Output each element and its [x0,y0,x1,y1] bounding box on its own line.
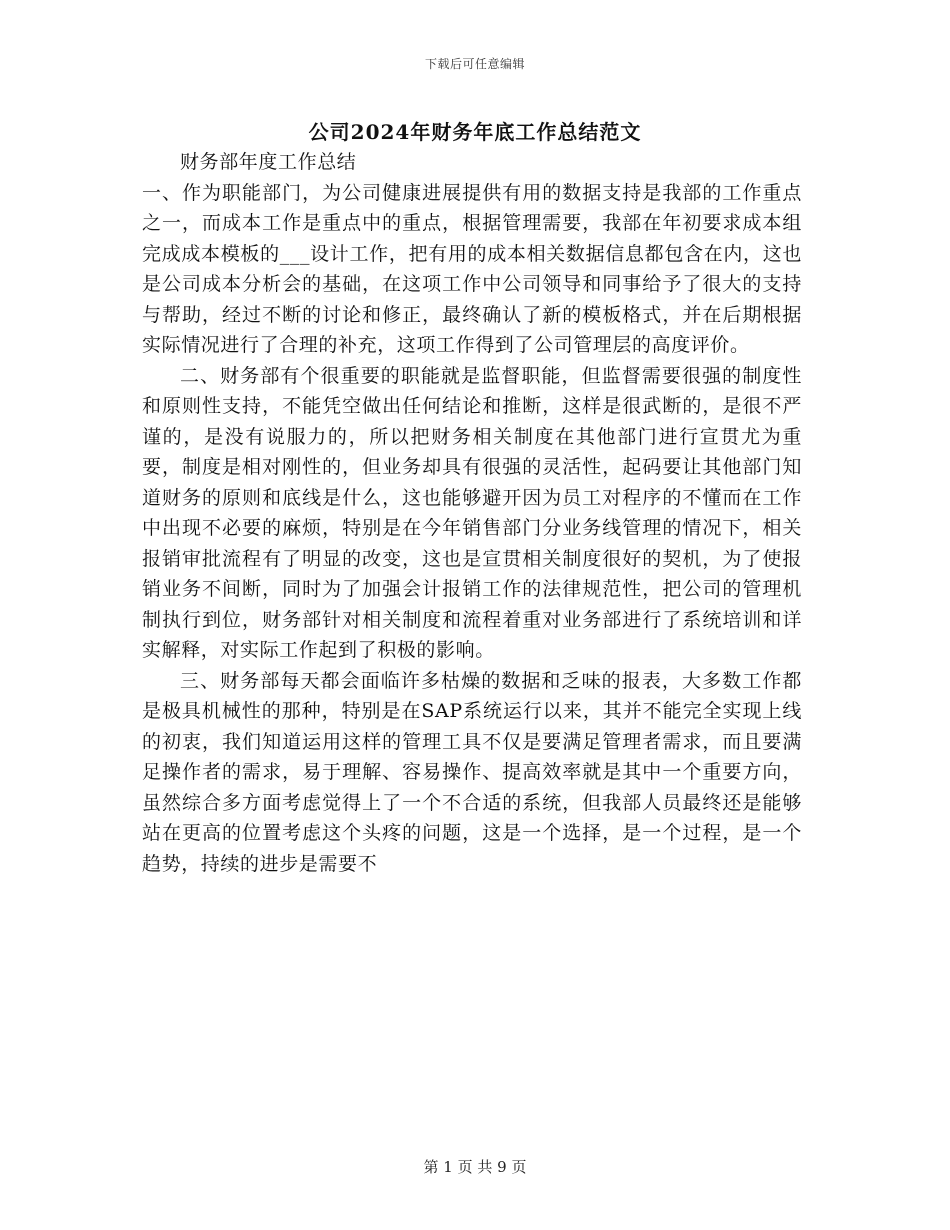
document-title: 公司2024年财务年底工作总结范文 [308,120,642,144]
document-body [142,147,802,879]
paragraph-1: 一、作为职能部门，为公司健康进展提供有用的数据支持是我部的工作重点之一，而成本工作是重点中的重点，根据管理需要，我部在年初要求成本组完成成本模板的___设计工作，把有用的成本相关数据信息都包含在内，这也是公司成本分析会的基础，在这项工作中公司领导和同事给予了很大的支持与帮助，经过不断的讨论和修正，最终确认了新的模板格式，并在后期根据实际情况进行了合理的补充，这项工作得到了公司管理层的高度评价。 [142,181,802,356]
page-number: 第 1 页 共 9 页 [423,1158,527,1176]
paragraph-2: 二、财务部有个很重要的职能就是监督职能，但监督需要很强的制度性和原则性支持，不能凭空做出任何结论和推断，这样是很武断的，是很不严谨的，是没有说服力的，所以把财务相关制度在其他部门进行宣贯尤为重要，制度是相对刚性的，但业务却具有很强的灵活性，起码要让其他部门知道财务的原则和底线是什么，这也能够避开因为员工对程序的不懂而在工作中出现不必要的麻烦，特别是在今年销售部门分业务线管理的情况下，相关报销审批流程有了明显的改变，这也是宣贯相关制度很好的契机，为了使报销业务不间断，同时为了加强会计报销工作的法律规范性，把公司的管理机制执行到位，财务部针对相关制度和流程着重对业务部进行了系统培训和详实解释，对实际工作起到了积极的影响。 [142,364,802,661]
paragraph-3: 三、财务部每天都会面临许多枯燥的数据和乏味的报表，大多数工作都是极具机械性的那种，特别是在SAP系统运行以来，其并不能完全实现上线的初衷，我们知道运用这样的管理工具不仅是要满足管理者需求，而且要满足操作者的需求，易于理解、容易操作、提高效率就是其中一个重要方向，虽然综合多方面考虑觉得上了一个不合适的系统，但我部人员最终还是能够站在更高的位置考虑这个头疼的问题，这是一个选择，是一个过程，是一个趋势，持续的进步是需要不 [142,669,802,875]
header-note: 下载后可任意编辑 [424,57,525,71]
section-heading: 财务部年度工作总结 [180,151,357,173]
